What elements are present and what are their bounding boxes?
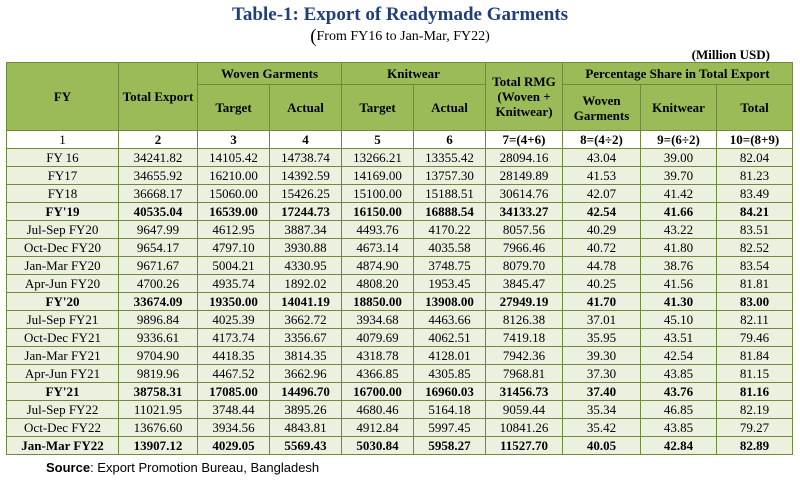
cell-ks: 45.10 bbox=[641, 311, 717, 329]
cell-wt: 4935.74 bbox=[198, 275, 270, 293]
cell-wa: 14041.19 bbox=[270, 293, 342, 311]
cell-fy: FY'21 bbox=[7, 383, 119, 401]
column-number: 4 bbox=[270, 131, 342, 149]
cell-ws: 37.40 bbox=[563, 383, 641, 401]
cell-wt: 4029.05 bbox=[198, 437, 270, 455]
column-number: 3 bbox=[198, 131, 270, 149]
cell-wt: 5004.21 bbox=[198, 257, 270, 275]
table-subtitle bbox=[0, 26, 800, 48]
cell-ws: 42.54 bbox=[563, 203, 641, 221]
cell-ts: 84.21 bbox=[717, 203, 793, 221]
source-text: : Export Promotion Bureau, Bangladesh bbox=[90, 460, 320, 475]
header-woven-actual: Actual bbox=[270, 85, 342, 131]
cell-ws: 43.04 bbox=[563, 149, 641, 167]
header-knit-actual: Actual bbox=[414, 85, 486, 131]
cell-total: 38758.31 bbox=[119, 383, 198, 401]
source-note bbox=[46, 460, 319, 475]
cell-ts: 81.15 bbox=[717, 365, 793, 383]
cell-ts: 83.54 bbox=[717, 257, 793, 275]
cell-ws: 35.34 bbox=[563, 401, 641, 419]
cell-ws: 42.07 bbox=[563, 185, 641, 203]
cell-ts: 79.27 bbox=[717, 419, 793, 437]
cell-ws: 40.05 bbox=[563, 437, 641, 455]
cell-total: 9896.84 bbox=[119, 311, 198, 329]
cell-rmg: 30614.76 bbox=[486, 185, 563, 203]
table-row bbox=[7, 185, 793, 203]
cell-rmg: 28094.16 bbox=[486, 149, 563, 167]
cell-wa: 4843.81 bbox=[270, 419, 342, 437]
cell-ka: 4463.66 bbox=[414, 311, 486, 329]
cell-kt: 4912.84 bbox=[342, 419, 414, 437]
cell-ts: 79.46 bbox=[717, 329, 793, 347]
source-label: Source bbox=[46, 460, 91, 475]
header-share-total: Total bbox=[717, 85, 793, 131]
subtitle-text: From FY16 to Jan-Mar, FY22) bbox=[316, 29, 490, 44]
cell-wt: 4418.35 bbox=[198, 347, 270, 365]
cell-ws: 40.72 bbox=[563, 239, 641, 257]
table-row bbox=[7, 311, 793, 329]
cell-kt: 4673.14 bbox=[342, 239, 414, 257]
cell-ks: 43.22 bbox=[641, 221, 717, 239]
table-row bbox=[7, 293, 793, 311]
cell-kt: 16150.00 bbox=[342, 203, 414, 221]
cell-rmg: 11527.70 bbox=[486, 437, 563, 455]
cell-kt: 14169.00 bbox=[342, 167, 414, 185]
cell-rmg: 9059.44 bbox=[486, 401, 563, 419]
cell-total: 13676.60 bbox=[119, 419, 198, 437]
cell-wt: 4612.95 bbox=[198, 221, 270, 239]
header-knitwear: Knitwear bbox=[342, 63, 486, 85]
cell-rmg: 8079.70 bbox=[486, 257, 563, 275]
column-number: 10=(8+9) bbox=[717, 131, 793, 149]
cell-ts: 82.19 bbox=[717, 401, 793, 419]
table-title: Table-1: Export of Readymade Garments bbox=[232, 4, 568, 25]
cell-rmg: 3845.47 bbox=[486, 275, 563, 293]
cell-rmg: 8126.38 bbox=[486, 311, 563, 329]
cell-wt: 16539.00 bbox=[198, 203, 270, 221]
cell-kt: 16700.00 bbox=[342, 383, 414, 401]
cell-total: 13907.12 bbox=[119, 437, 198, 455]
table-row bbox=[7, 203, 793, 221]
cell-total: 33674.09 bbox=[119, 293, 198, 311]
cell-ks: 46.85 bbox=[641, 401, 717, 419]
cell-kt: 4493.76 bbox=[342, 221, 414, 239]
cell-rmg: 27949.19 bbox=[486, 293, 563, 311]
cell-fy: Apr-Jun FY21 bbox=[7, 365, 119, 383]
cell-ts: 81.84 bbox=[717, 347, 793, 365]
cell-ks: 43.76 bbox=[641, 383, 717, 401]
cell-kt: 4366.85 bbox=[342, 365, 414, 383]
cell-wt: 4173.74 bbox=[198, 329, 270, 347]
cell-fy: Jul-Sep FY21 bbox=[7, 311, 119, 329]
cell-ks: 43.85 bbox=[641, 365, 717, 383]
cell-ws: 37.30 bbox=[563, 365, 641, 383]
column-number: 7=(4+6) bbox=[486, 131, 563, 149]
cell-ks: 42.84 bbox=[641, 437, 717, 455]
cell-ws: 37.01 bbox=[563, 311, 641, 329]
cell-wa: 3662.96 bbox=[270, 365, 342, 383]
cell-fy: Oct-Dec FY20 bbox=[7, 239, 119, 257]
cell-ws: 41.70 bbox=[563, 293, 641, 311]
cell-wa: 3930.88 bbox=[270, 239, 342, 257]
header-percentage-share: Percentage Share in Total Export bbox=[563, 63, 793, 85]
cell-wt: 15060.00 bbox=[198, 185, 270, 203]
cell-fy: Oct-Dec FY22 bbox=[7, 419, 119, 437]
header-fy: FY bbox=[7, 63, 119, 131]
cell-kt: 3934.68 bbox=[342, 311, 414, 329]
cell-total: 9671.67 bbox=[119, 257, 198, 275]
cell-rmg: 7419.18 bbox=[486, 329, 563, 347]
cell-total: 40535.04 bbox=[119, 203, 198, 221]
cell-ka: 16960.03 bbox=[414, 383, 486, 401]
cell-rmg: 10841.26 bbox=[486, 419, 563, 437]
cell-ks: 41.80 bbox=[641, 239, 717, 257]
cell-ka: 5164.18 bbox=[414, 401, 486, 419]
cell-ka: 4128.01 bbox=[414, 347, 486, 365]
cell-wa: 3895.26 bbox=[270, 401, 342, 419]
cell-wa: 14392.59 bbox=[270, 167, 342, 185]
cell-ws: 35.42 bbox=[563, 419, 641, 437]
table-row bbox=[7, 401, 793, 419]
cell-wa: 3814.35 bbox=[270, 347, 342, 365]
cell-ka: 5997.45 bbox=[414, 419, 486, 437]
cell-wt: 3748.44 bbox=[198, 401, 270, 419]
cell-wa: 3662.72 bbox=[270, 311, 342, 329]
cell-ks: 41.42 bbox=[641, 185, 717, 203]
cell-wa: 15426.25 bbox=[270, 185, 342, 203]
cell-wa: 14496.70 bbox=[270, 383, 342, 401]
cell-ks: 43.51 bbox=[641, 329, 717, 347]
cell-ts: 82.04 bbox=[717, 149, 793, 167]
cell-fy: Jul-Sep FY20 bbox=[7, 221, 119, 239]
cell-ws: 35.95 bbox=[563, 329, 641, 347]
cell-kt: 18850.00 bbox=[342, 293, 414, 311]
column-number: 9=(6÷2) bbox=[641, 131, 717, 149]
cell-wt: 4467.52 bbox=[198, 365, 270, 383]
cell-kt: 4318.78 bbox=[342, 347, 414, 365]
cell-rmg: 7968.81 bbox=[486, 365, 563, 383]
cell-kt: 13266.21 bbox=[342, 149, 414, 167]
cell-wt: 3934.56 bbox=[198, 419, 270, 437]
cell-fy: FY'20 bbox=[7, 293, 119, 311]
table-row bbox=[7, 365, 793, 383]
cell-rmg: 8057.56 bbox=[486, 221, 563, 239]
export-table bbox=[6, 62, 793, 455]
cell-ks: 41.66 bbox=[641, 203, 717, 221]
cell-fy: Jul-Sep FY22 bbox=[7, 401, 119, 419]
cell-fy: FY17 bbox=[7, 167, 119, 185]
table-row bbox=[7, 329, 793, 347]
cell-ka: 4035.58 bbox=[414, 239, 486, 257]
column-number: 6 bbox=[414, 131, 486, 149]
cell-ka: 13757.30 bbox=[414, 167, 486, 185]
cell-fy: FY'19 bbox=[7, 203, 119, 221]
header-knit-target: Target bbox=[342, 85, 414, 131]
cell-wt: 14105.42 bbox=[198, 149, 270, 167]
cell-fy: FY 16 bbox=[7, 149, 119, 167]
cell-ks: 41.56 bbox=[641, 275, 717, 293]
cell-fy: Apr-Jun FY20 bbox=[7, 275, 119, 293]
cell-ks: 38.76 bbox=[641, 257, 717, 275]
cell-kt: 4680.46 bbox=[342, 401, 414, 419]
cell-wa: 3887.34 bbox=[270, 221, 342, 239]
cell-ka: 15188.51 bbox=[414, 185, 486, 203]
table-row bbox=[7, 347, 793, 365]
header-total-export: Total Export bbox=[119, 63, 198, 131]
cell-ka: 4305.85 bbox=[414, 365, 486, 383]
cell-total: 9704.90 bbox=[119, 347, 198, 365]
table-row bbox=[7, 167, 793, 185]
cell-ka: 13355.42 bbox=[414, 149, 486, 167]
table-row bbox=[7, 149, 793, 167]
unit-label: (Million USD) bbox=[691, 47, 770, 62]
cell-wa: 5569.43 bbox=[270, 437, 342, 455]
cell-ka: 16888.54 bbox=[414, 203, 486, 221]
cell-fy: Jan-Mar FY21 bbox=[7, 347, 119, 365]
cell-ws: 39.30 bbox=[563, 347, 641, 365]
cell-ks: 39.70 bbox=[641, 167, 717, 185]
cell-total: 4700.26 bbox=[119, 275, 198, 293]
cell-ka: 4170.22 bbox=[414, 221, 486, 239]
column-number: 8=(4÷2) bbox=[563, 131, 641, 149]
cell-ts: 82.89 bbox=[717, 437, 793, 455]
cell-total: 11021.95 bbox=[119, 401, 198, 419]
cell-total: 9819.96 bbox=[119, 365, 198, 383]
table-row bbox=[7, 383, 793, 401]
column-number: 1 bbox=[7, 131, 119, 149]
header-woven-garments: Woven Garments bbox=[198, 63, 342, 85]
cell-wt: 17085.00 bbox=[198, 383, 270, 401]
cell-wt: 4025.39 bbox=[198, 311, 270, 329]
cell-ts: 83.51 bbox=[717, 221, 793, 239]
cell-total: 9654.17 bbox=[119, 239, 198, 257]
cell-ts: 81.23 bbox=[717, 167, 793, 185]
cell-fy: Jan-Mar FY20 bbox=[7, 257, 119, 275]
subtitle-paren: ( bbox=[310, 26, 317, 47]
column-number-row bbox=[7, 131, 793, 149]
cell-wa: 14738.74 bbox=[270, 149, 342, 167]
cell-total: 9336.61 bbox=[119, 329, 198, 347]
cell-wa: 4330.95 bbox=[270, 257, 342, 275]
cell-ka: 4062.51 bbox=[414, 329, 486, 347]
cell-ks: 39.00 bbox=[641, 149, 717, 167]
cell-ka: 13908.00 bbox=[414, 293, 486, 311]
cell-wa: 17244.73 bbox=[270, 203, 342, 221]
cell-rmg: 28149.89 bbox=[486, 167, 563, 185]
cell-ws: 40.29 bbox=[563, 221, 641, 239]
column-number: 2 bbox=[119, 131, 198, 149]
cell-kt: 4874.90 bbox=[342, 257, 414, 275]
table-row bbox=[7, 239, 793, 257]
cell-kt: 4079.69 bbox=[342, 329, 414, 347]
cell-ks: 42.54 bbox=[641, 347, 717, 365]
cell-ka: 5958.27 bbox=[414, 437, 486, 455]
cell-ks: 41.30 bbox=[641, 293, 717, 311]
cell-ts: 83.00 bbox=[717, 293, 793, 311]
cell-wa: 3356.67 bbox=[270, 329, 342, 347]
cell-fy: Jan-Mar FY22 bbox=[7, 437, 119, 455]
cell-rmg: 7942.36 bbox=[486, 347, 563, 365]
cell-ts: 83.49 bbox=[717, 185, 793, 203]
cell-rmg: 7966.46 bbox=[486, 239, 563, 257]
cell-ts: 82.52 bbox=[717, 239, 793, 257]
header-woven-target: Target bbox=[198, 85, 270, 131]
table-row bbox=[7, 419, 793, 437]
table-row bbox=[7, 257, 793, 275]
cell-fy: FY18 bbox=[7, 185, 119, 203]
header-share-knitwear: Knitwear bbox=[641, 85, 717, 131]
cell-ka: 1953.45 bbox=[414, 275, 486, 293]
cell-ks: 43.85 bbox=[641, 419, 717, 437]
cell-kt: 5030.84 bbox=[342, 437, 414, 455]
cell-total: 36668.17 bbox=[119, 185, 198, 203]
cell-ws: 41.53 bbox=[563, 167, 641, 185]
cell-rmg: 31456.73 bbox=[486, 383, 563, 401]
column-number: 5 bbox=[342, 131, 414, 149]
table-row bbox=[7, 221, 793, 239]
cell-fy: Oct-Dec FY21 bbox=[7, 329, 119, 347]
cell-ts: 82.11 bbox=[717, 311, 793, 329]
cell-wt: 16210.00 bbox=[198, 167, 270, 185]
cell-rmg: 34133.27 bbox=[486, 203, 563, 221]
cell-ws: 40.25 bbox=[563, 275, 641, 293]
cell-wt: 19350.00 bbox=[198, 293, 270, 311]
cell-total: 9647.99 bbox=[119, 221, 198, 239]
cell-kt: 4808.20 bbox=[342, 275, 414, 293]
cell-wa: 1892.02 bbox=[270, 275, 342, 293]
header-total-rmg: Total RMG (Woven + Knitwear) bbox=[486, 63, 563, 131]
cell-total: 34241.82 bbox=[119, 149, 198, 167]
cell-ts: 81.16 bbox=[717, 383, 793, 401]
cell-ts: 81.81 bbox=[717, 275, 793, 293]
table-row bbox=[7, 437, 793, 455]
cell-total: 34655.92 bbox=[119, 167, 198, 185]
header-share-woven: Woven Garments bbox=[563, 85, 641, 131]
cell-kt: 15100.00 bbox=[342, 185, 414, 203]
cell-wt: 4797.10 bbox=[198, 239, 270, 257]
cell-ws: 44.78 bbox=[563, 257, 641, 275]
cell-ka: 3748.75 bbox=[414, 257, 486, 275]
table-row bbox=[7, 275, 793, 293]
